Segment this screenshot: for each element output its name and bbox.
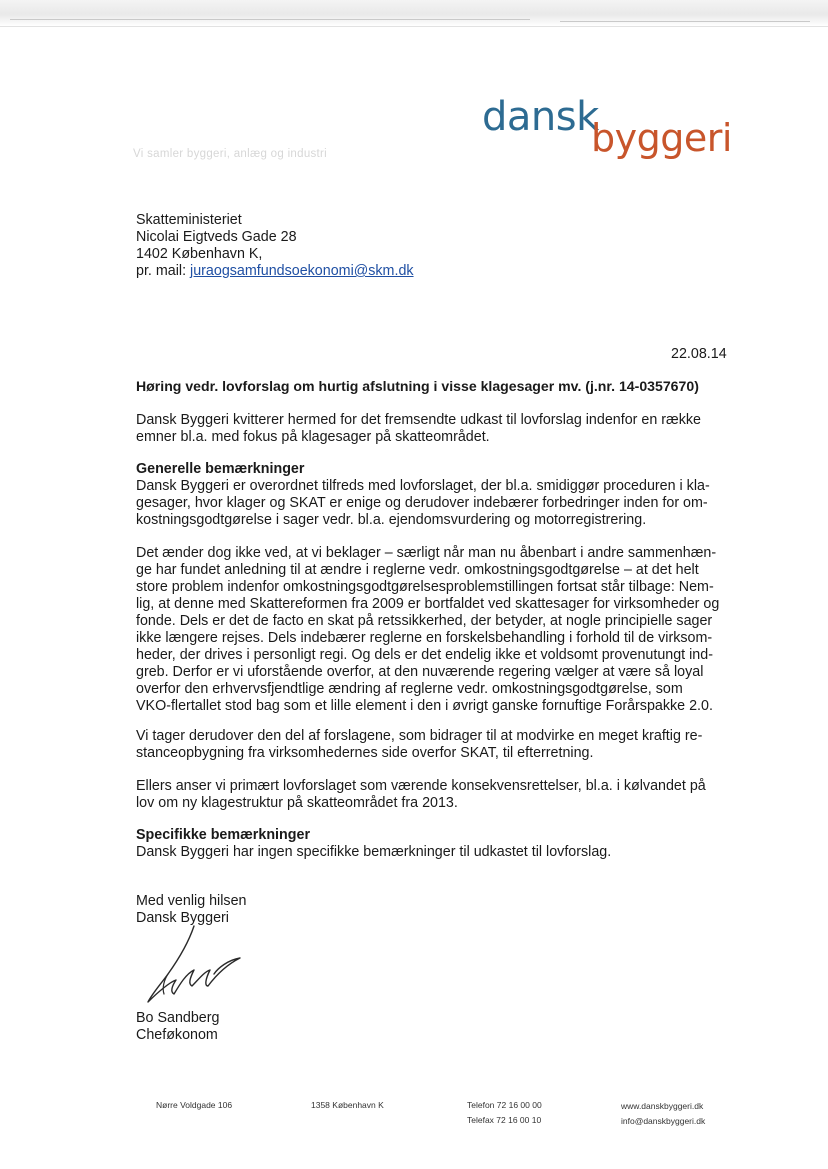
closing-greeting: Med venlig hilsen xyxy=(136,893,247,909)
recipient-mail-line xyxy=(136,263,414,280)
handwritten-signature xyxy=(142,924,252,1010)
general-paragraph-3 xyxy=(136,728,736,762)
mail-label: pr. mail: xyxy=(136,263,191,279)
logo-word-dansk: dansk xyxy=(482,94,599,140)
intro-paragraph xyxy=(136,412,736,446)
text-line: VKO-flertallet stod bag som et lille element i den i øvrigt ganske fornuftige Forårspakke 2.0. xyxy=(136,698,713,714)
scan-streak xyxy=(560,21,810,22)
text-line: Vi tager derudover den del af forslagene, som bidrager til at modvirke en meget kraftig re- xyxy=(136,728,703,744)
text-line: fonde. Dels er det de facto en skat på retssikkerhed, der betyder, at nogle principielle sager xyxy=(136,613,713,629)
text-line: lov om ny klagestruktur på skatteområdet fra 2013. xyxy=(136,795,458,811)
footer-postal: 1358 København K xyxy=(311,1100,384,1110)
text-line: Dansk Byggeri er overordnet tilfreds med lovforslaget, der bl.a. smidiggør proceduren i kla- xyxy=(136,478,710,494)
text-line: kostningsgodtgørelse i sager vedr. bl.a. ejendomsvurdering og motorregistrering. xyxy=(136,512,647,528)
letter-subject: Høring vedr. lovforslag om hurtig afslutning i visse klagesager mv. (j.nr. 14-0357670) xyxy=(136,378,699,394)
mail-link[interactable]: juraogsamfundsoekonomi@skm.dk xyxy=(190,263,414,279)
general-paragraph-2 xyxy=(136,545,736,715)
text-line: Ellers anser vi primært lovforslaget som værende konsekvensrettelser, bl.a. i kølvandet på xyxy=(136,778,706,794)
closing-organization: Dansk Byggeri xyxy=(136,910,229,926)
text-line: lig, at denne med Skattereformen fra 2009 er bortfaldet ved skattesager for virksomheder og xyxy=(136,596,720,612)
text-line: gesager, hvor klager og SKAT er enige og derudover indebærer forbedringer inden for om- xyxy=(136,495,708,511)
section-heading-specific: Specifikke bemærkninger xyxy=(136,827,311,843)
text-line: emner bl.a. med fokus på klagesager på skatteområdet. xyxy=(136,429,490,445)
text-line: greb. Derfor er vi uforstående overfor, at den nuværende regering vælger at være så loyal xyxy=(136,664,704,680)
section-heading-general: Generelle bemærkninger xyxy=(136,461,305,477)
specific-paragraph: Dansk Byggeri har ingen specifikke bemærkninger til udkastet til lovforslag. xyxy=(136,844,612,860)
footer-fax: Telefax 72 16 00 10 xyxy=(467,1115,542,1125)
recipient-name: Skatteministeriet xyxy=(136,212,242,228)
text-line: store problem indenfor omkostningsgodtgørelsesproblemstillingen fortsat står tilbage: Nem- xyxy=(136,579,714,595)
letter-date: 22.08.14 xyxy=(671,346,727,362)
scan-streak xyxy=(10,19,530,20)
scan-edge-band xyxy=(0,0,828,27)
general-paragraph-4 xyxy=(136,778,736,812)
text-line: Dansk Byggeri kvitterer hermed for det fremsendte udkast til lovforslag indenfor en række xyxy=(136,412,701,428)
text-line: ge har fundet anledning til at ændre i reglerne vedr. omkostningsgodtgørelse – at det helt xyxy=(136,562,699,578)
text-line: ikke længere rejses. Dels indebærer reglerne en forskelsbehandling i forhold til de virksom- xyxy=(136,630,713,646)
recipient-city: 1402 København K, xyxy=(136,246,263,262)
text-line: overfor den erhvervsfjendtlige ændring af reglerne vedr. omkostningsgodtgørelse, som xyxy=(136,681,683,697)
text-line: heder, der drives i personligt regi. Og dels er det endelig ikke et voldsomt provenutungt ind- xyxy=(136,647,713,663)
footer-phone: Telefon 72 16 00 00 xyxy=(467,1100,542,1110)
signer-name: Bo Sandberg xyxy=(136,1010,220,1026)
footer-email[interactable]: info@danskbyggeri.dk xyxy=(621,1116,706,1126)
recipient-street: Nicolai Eigtveds Gade 28 xyxy=(136,229,297,245)
dansk-byggeri-logo xyxy=(480,94,740,174)
text-line: stanceopbygning fra virksomhedernes side overfor SKAT, til efterretning. xyxy=(136,745,594,761)
signer-title: Cheføkonom xyxy=(136,1027,218,1043)
general-paragraph-1 xyxy=(136,478,736,529)
logo-word-byggeri: byggeri xyxy=(591,116,732,160)
text-line: Det ænder dog ikke ved, at vi beklager – særligt når man nu åbenbart i andre sammenhæn- xyxy=(136,545,717,561)
footer-address: Nørre Voldgade 106 xyxy=(156,1100,233,1110)
footer-web[interactable]: www.danskbyggeri.dk xyxy=(621,1101,704,1111)
letterhead-tagline: Vi samler byggeri, anlæg og industri xyxy=(133,148,328,160)
